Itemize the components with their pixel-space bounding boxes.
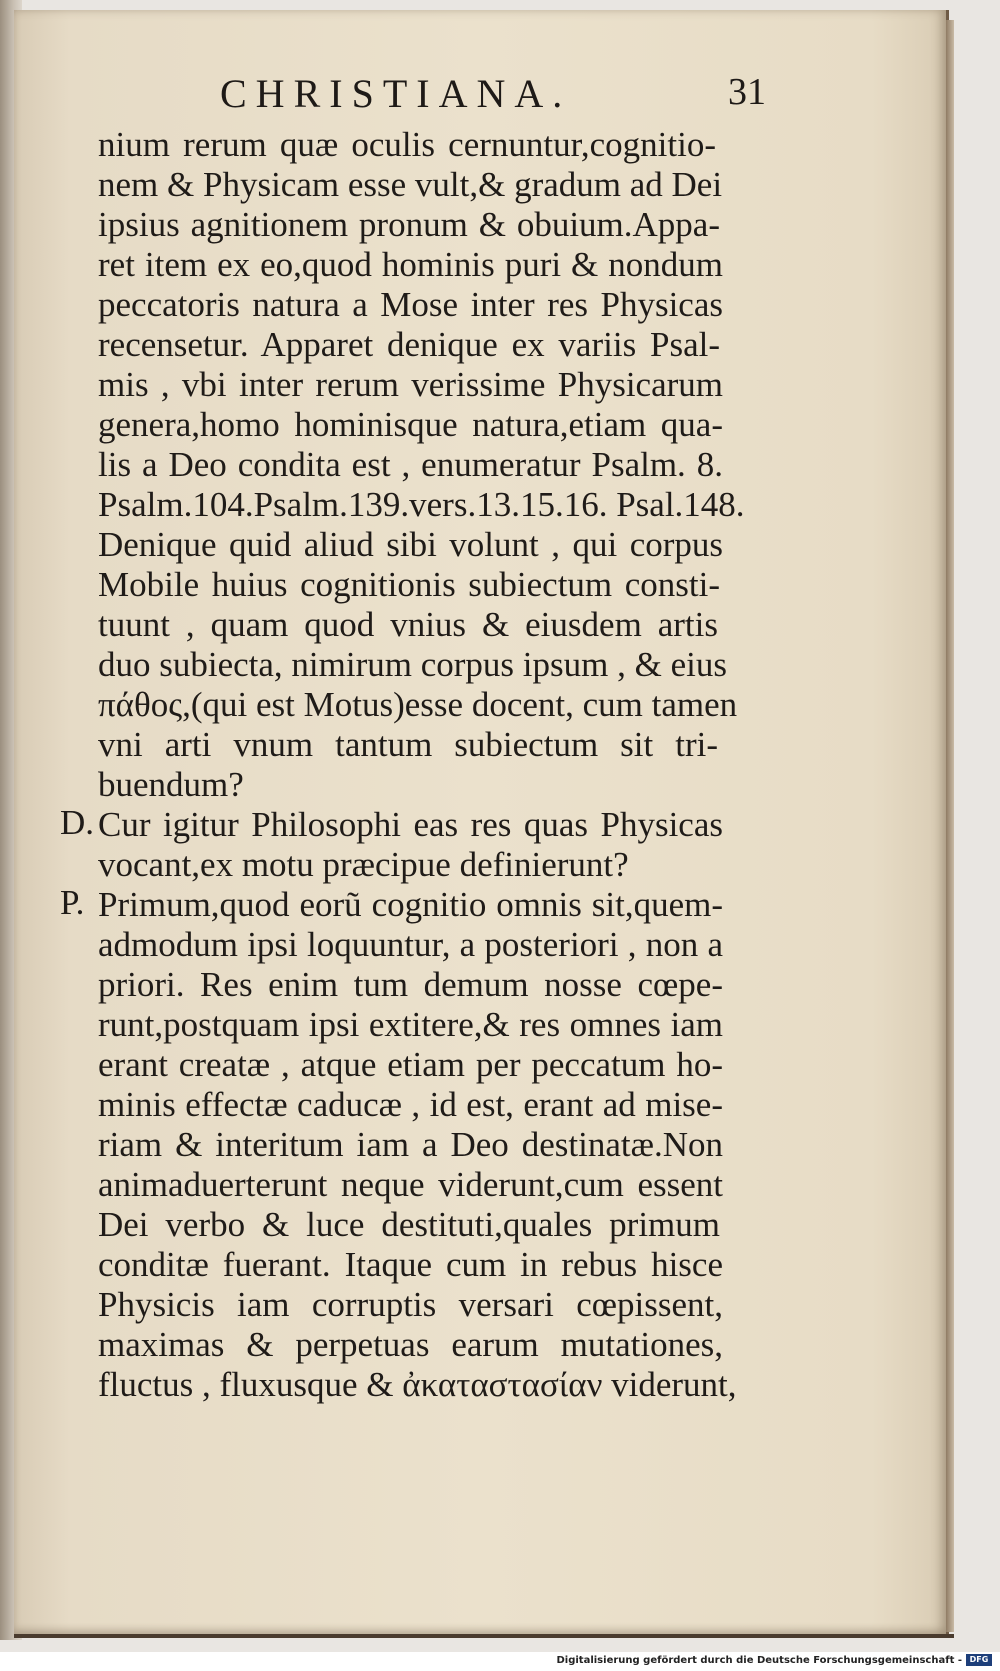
text-line: recensetur. Apparet denique ex variis Psal- <box>98 325 720 364</box>
text-line: erant creatæ , atque etiam per peccatum ho- <box>98 1045 723 1084</box>
text-line: riam & interitum iam a Deo destinatæ.Non <box>98 1125 723 1164</box>
page-edge <box>946 20 954 1632</box>
text-line: Physicis iam corruptis versari cœpissent, <box>98 1285 723 1324</box>
text-line: priori. Res enim tum demum nosse cœpe- <box>98 965 723 1004</box>
text-line: animaduerterunt neque viderunt,cum essent <box>98 1165 723 1204</box>
text-line: admodum ipsi loquuntur, a posteriori , non a <box>98 925 723 964</box>
text-line: nium rerum quæ oculis cernuntur,cognitio- <box>98 125 716 164</box>
footer-credit: Digitalisierung gefördert durch die Deutsche Forschungsgemeinschaft - <box>556 1655 962 1666</box>
text-line: ipsius agnitionem pronum & obuium.Appa- <box>98 205 720 244</box>
text-line: lis a Deo condita est , enumeratur Psalm. 8. <box>98 445 723 484</box>
text-line: runt,postquam ipsi extitere,& res omnes iam <box>98 1005 723 1044</box>
text-line: tuunt , quam quod vnius & eiusdem artis <box>98 605 718 644</box>
text-line: buendum? <box>98 765 244 804</box>
dfg-logo: DFG <box>966 1654 992 1666</box>
text-line: duo subiecta, nimirum corpus ipsum , & eius <box>98 645 727 684</box>
text-line: Primum,quod eorũ cognitio omnis sit,quem- <box>98 885 723 924</box>
text-line: Cur igitur Philosophi eas res quas Physicas <box>98 805 723 844</box>
text-line: Psalm.104.Psalm.139.vers.13.15.16. Psal.148. <box>98 485 745 524</box>
text-line: πάθος,(qui est Motus)esse docent, cum tamen <box>98 685 738 724</box>
text-line: vocant,ex motu præcipue definierunt? <box>98 845 629 884</box>
text-line: nem & Physicam esse vult,& gradum ad Dei <box>98 165 723 204</box>
text-line: Mobile huius cognitionis subiectum consti- <box>98 565 720 604</box>
text-line: conditæ fuerant. Itaque cum in rebus hisce <box>98 1245 723 1284</box>
page-number: 31 <box>728 71 766 113</box>
text-line: fluctus , fluxusque & ἀκαταστασίαν viderunt, <box>98 1365 737 1404</box>
text-line: Dei verbo & luce destituti,quales primum <box>98 1205 720 1244</box>
text-line: ret item ex eo,quod hominis puri & nondum <box>98 245 723 284</box>
text-line: maximas & perpetuas earum mutationes, <box>98 1325 723 1364</box>
text-line: peccatoris natura a Mose inter res Physicas <box>98 285 723 324</box>
text-line: genera,homo hominisque natura,etiam qua- <box>98 405 723 444</box>
text-line: minis effectæ caducæ , id est, erant ad mise- <box>98 1085 723 1124</box>
speaker-label-p: P. <box>60 883 85 922</box>
text-line: vni arti vnum tantum subiectum sit tri- <box>98 725 718 764</box>
text-line: mis , vbi inter rerum verissime Physicarum <box>98 365 723 404</box>
page-bottom-edge <box>14 1634 954 1638</box>
text-line: Denique quid aliud sibi volunt , qui corpus <box>98 525 723 564</box>
running-head: CHRISTIANA. <box>220 71 572 116</box>
speaker-label-d: D. <box>60 803 95 842</box>
